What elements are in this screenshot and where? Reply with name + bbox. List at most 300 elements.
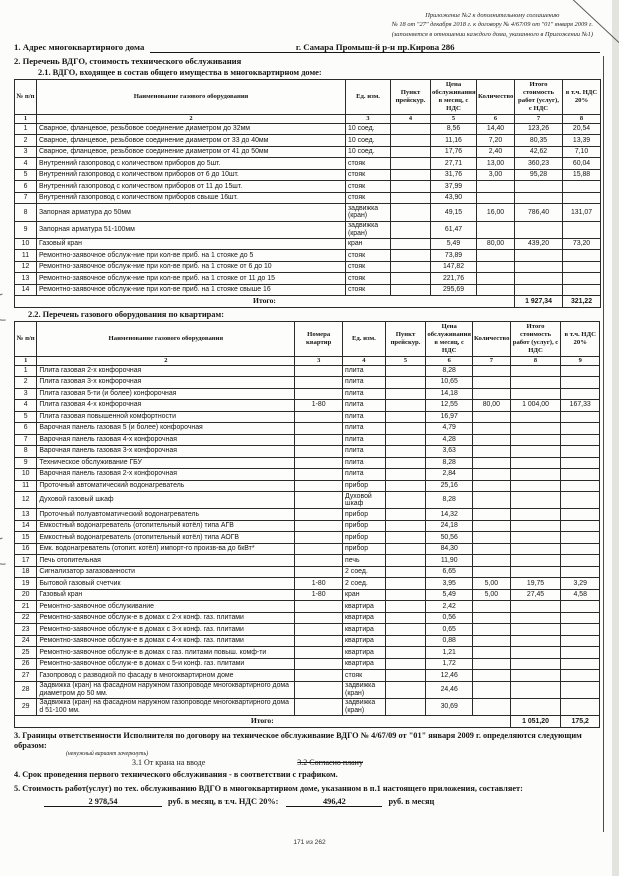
col-number: 8 xyxy=(510,356,561,365)
table-cell xyxy=(561,423,600,435)
table-cell: 27,45 xyxy=(510,589,561,601)
table-row xyxy=(15,658,600,670)
table-cell: 2,40 xyxy=(477,146,515,158)
table-cell: 360,23 xyxy=(515,158,563,170)
col-header-unit: Ед. изм. xyxy=(346,80,391,115)
table-cell xyxy=(473,555,511,567)
table-cell xyxy=(295,509,343,521)
table-row xyxy=(15,457,600,469)
table-cell: Емкостный водонагреватель (отопительный котёл) типа АГВ xyxy=(37,520,295,532)
table-cell: 1,21 xyxy=(426,647,473,659)
table-cell: Варочная панель газовая 2-х конфорочная xyxy=(37,469,295,481)
table-cell xyxy=(510,509,561,521)
table-cell xyxy=(385,377,426,389)
total-label: Итого: xyxy=(15,716,511,728)
table-cell: 7,10 xyxy=(563,146,601,158)
table-cell: 5 xyxy=(15,411,37,423)
table-cell: 80,00 xyxy=(477,238,515,250)
col-header-name: Наименование газового оборудования xyxy=(37,80,346,115)
table-cell: задвижка (кран) xyxy=(343,681,386,698)
table-cell: 4 xyxy=(15,158,37,170)
table-cell xyxy=(510,670,561,682)
table-cell xyxy=(385,566,426,578)
table1-header-row xyxy=(15,80,601,115)
table2-body xyxy=(15,365,600,716)
table-cell xyxy=(510,566,561,578)
appendix-note-line2: № 18 от "27" декабря 2018 г. к договору № 4/67/09 от "01" января 2009 г. xyxy=(391,21,593,29)
table-cell: 9 xyxy=(15,221,37,238)
table-cell: 17,76 xyxy=(431,146,477,158)
table-cell: квартира xyxy=(343,647,386,659)
section-3-options xyxy=(132,758,600,767)
table-cell: 19 xyxy=(15,578,37,590)
table-cell xyxy=(473,469,511,481)
table-cell xyxy=(385,400,426,412)
table-row xyxy=(15,192,601,204)
table-cell xyxy=(515,221,563,238)
table-cell: Газопровод с разводкой по фасаду в многоквартирном доме xyxy=(37,670,295,682)
table-cell: 2 соед. xyxy=(343,566,386,578)
table-cell: 12 xyxy=(15,261,37,273)
table-cell xyxy=(385,457,426,469)
table-cell: 4,79 xyxy=(426,423,473,435)
table-cell: Ремонтно-заявочное обслуж-ние при кол-ве приб. на 1 стояке от 11 до 15 xyxy=(37,273,346,285)
table-cell: 8 xyxy=(15,204,37,221)
table-cell: 5,49 xyxy=(426,589,473,601)
table-cell xyxy=(561,492,600,509)
table-cell xyxy=(295,698,343,715)
table-cell xyxy=(477,192,515,204)
table-cell xyxy=(385,480,426,492)
table-cell: Сварное, фланцевое, резьбовое соединение диаметром от 41 до 50мм xyxy=(37,146,346,158)
table-cell: Бытовой газовый счетчик xyxy=(37,578,295,590)
table-cell: прибор xyxy=(343,509,386,521)
table-cell xyxy=(510,446,561,458)
table-cell: плита xyxy=(343,411,386,423)
table-cell xyxy=(385,388,426,400)
table-cell: Духовой шкаф xyxy=(343,492,386,509)
table-cell: 8,56 xyxy=(431,123,477,135)
table-cell xyxy=(473,388,511,400)
table-cell xyxy=(473,566,511,578)
table-cell: Плита газовая 2-х конфорочная xyxy=(37,365,295,377)
table-row xyxy=(15,434,600,446)
col-number: 7 xyxy=(515,115,563,124)
table-row xyxy=(15,273,601,285)
table-cell xyxy=(385,423,426,435)
table-cell: 9 xyxy=(15,457,37,469)
table-cell: 6 xyxy=(15,181,37,193)
table-row xyxy=(15,204,601,221)
table-cell: 1-80 xyxy=(295,578,343,590)
table-cell xyxy=(477,284,515,296)
table-cell: 14,40 xyxy=(477,123,515,135)
table-cell xyxy=(385,670,426,682)
table-cell xyxy=(477,221,515,238)
table-cell xyxy=(477,261,515,273)
table-row xyxy=(15,221,601,238)
col-number: 7 xyxy=(473,356,511,365)
table-cell xyxy=(563,221,601,238)
table-cell xyxy=(473,532,511,544)
table-cell xyxy=(385,578,426,590)
table-cell xyxy=(295,543,343,555)
table-cell xyxy=(385,698,426,715)
table-cell: плита xyxy=(343,423,386,435)
table-cell: 3,00 xyxy=(477,169,515,181)
table-cell xyxy=(473,423,511,435)
table-cell: 5,00 xyxy=(473,589,511,601)
table-cell: Ремонтно-заявочное обслуж-е в домах с 5-и конф. газ. плитами xyxy=(37,658,295,670)
col-number: 6 xyxy=(426,356,473,365)
table-cell xyxy=(515,181,563,193)
table-cell xyxy=(561,480,600,492)
table-cell: 10 соед. xyxy=(346,135,391,147)
table-cell xyxy=(295,377,343,389)
table-cell: 49,15 xyxy=(431,204,477,221)
table-row xyxy=(15,601,600,613)
table-cell xyxy=(510,365,561,377)
table-cell: 295,69 xyxy=(431,284,477,296)
table-cell: 7 xyxy=(15,192,37,204)
table-cell: 26 xyxy=(15,658,37,670)
table-cell xyxy=(295,446,343,458)
table-cell: 3,63 xyxy=(426,446,473,458)
table-cell xyxy=(561,543,600,555)
table-cell: 3 xyxy=(15,146,37,158)
table-cell: 43,90 xyxy=(431,192,477,204)
table-cell xyxy=(473,457,511,469)
table-cell: стояк xyxy=(346,273,391,285)
table-row xyxy=(15,123,601,135)
table-cell xyxy=(295,434,343,446)
table-cell xyxy=(385,624,426,636)
table-row xyxy=(15,135,601,147)
table-cell: Ремонтно-заявочное обслуживание xyxy=(37,601,295,613)
table-cell: 7,20 xyxy=(477,135,515,147)
table-cell: 80,00 xyxy=(473,400,511,412)
table-cell xyxy=(561,601,600,613)
table-cell xyxy=(473,434,511,446)
section-2-title: 2. Перечень ВДГО, стоимость технического обслуживания xyxy=(14,56,242,66)
table-row xyxy=(15,250,601,262)
table-cell xyxy=(510,492,561,509)
table-cell xyxy=(510,658,561,670)
document-body xyxy=(14,42,600,807)
table-cell xyxy=(510,635,561,647)
table-cell xyxy=(510,698,561,715)
table-cell: 11,90 xyxy=(426,555,473,567)
table-row xyxy=(15,261,601,273)
table-cell: задвижка (кран) xyxy=(343,698,386,715)
table-row xyxy=(15,624,600,636)
apartments-equipment-table xyxy=(14,321,600,728)
table-row xyxy=(15,480,600,492)
col-header-num: № п/п xyxy=(15,80,37,115)
table-cell xyxy=(561,658,600,670)
table-cell: 27 xyxy=(15,670,37,682)
table-cell: 15 xyxy=(15,532,37,544)
table-cell: 3 xyxy=(15,388,37,400)
table-cell xyxy=(561,612,600,624)
table-cell xyxy=(391,146,431,158)
table-cell xyxy=(561,434,600,446)
scan-edge-line xyxy=(603,56,604,832)
table-cell: 13,00 xyxy=(477,158,515,170)
table-cell: 37,99 xyxy=(431,181,477,193)
table2-colnum-row xyxy=(15,356,600,365)
table-cell xyxy=(391,221,431,238)
table-row xyxy=(15,532,600,544)
table-cell xyxy=(385,469,426,481)
table-cell: 16,00 xyxy=(477,204,515,221)
col-header-vat: в т.ч. НДС 20% xyxy=(563,80,601,115)
table-cell: 28 xyxy=(15,681,37,698)
table-cell: 61,47 xyxy=(431,221,477,238)
table-cell: Емк. водонагреватель (отопит. котёл) импорт-го произв-ва до 6кВт* xyxy=(37,543,295,555)
total-label: Итого: xyxy=(15,296,515,308)
table-cell: Варочная панель газовая 3-х конфорочная xyxy=(37,446,295,458)
appendix-note-line1: Приложение №2 к дополнительному соглашению xyxy=(425,12,560,19)
table-cell: 11,16 xyxy=(431,135,477,147)
table-cell: 8 xyxy=(15,446,37,458)
table-cell: 29 xyxy=(15,698,37,715)
table1-colnum-row xyxy=(15,115,601,124)
table-cell: 12,46 xyxy=(426,670,473,682)
table-cell xyxy=(295,423,343,435)
table-cell: стояк xyxy=(346,192,391,204)
table-cell: 6,65 xyxy=(426,566,473,578)
table-cell: Сигнализатор загазованности xyxy=(37,566,295,578)
section-2-1-title: 2.1. ВДГО, входящее в состав общего имущества в многоквартирном доме: xyxy=(38,68,322,77)
table-cell: 16 xyxy=(15,543,37,555)
table-cell: 15,88 xyxy=(563,169,601,181)
table-cell xyxy=(563,250,601,262)
table-cell xyxy=(561,365,600,377)
table-cell: Емкостный водонагреватель (отопительный котёл) типа АОГВ xyxy=(37,532,295,544)
table-cell: Духовой газовый шкаф xyxy=(37,492,295,509)
table1-body xyxy=(15,123,601,295)
scan-edge-shade xyxy=(612,0,619,876)
table-cell: стояк xyxy=(346,181,391,193)
table-cell xyxy=(385,532,426,544)
table-row xyxy=(15,169,601,181)
address-label: 1. Адрес многоквартирного дома xyxy=(14,42,145,52)
col-number: 1 xyxy=(15,115,37,124)
table-cell xyxy=(477,273,515,285)
table-cell xyxy=(473,624,511,636)
table-cell xyxy=(295,647,343,659)
table-cell xyxy=(561,520,600,532)
vat-amount-value: 496,42 xyxy=(286,797,382,807)
table-cell: 1-80 xyxy=(295,400,343,412)
table-row xyxy=(15,181,601,193)
table-cell xyxy=(295,520,343,532)
col-header-unit: Ед. изм. xyxy=(343,321,386,356)
table-cell: 4,58 xyxy=(561,589,600,601)
table-cell: 5,00 xyxy=(473,578,511,590)
col-header-name: Наименование газового оборудования xyxy=(37,321,295,356)
table-cell xyxy=(510,681,561,698)
table-cell xyxy=(510,647,561,659)
table-cell: Задвижка (кран) на фасадном наружном газопроводе многоквартирного дома d 51-100 мм. xyxy=(37,698,295,715)
table-cell: 80,35 xyxy=(515,135,563,147)
table-cell xyxy=(510,555,561,567)
table-cell: задвижка (кран) xyxy=(346,221,391,238)
table-cell: 4 xyxy=(15,400,37,412)
table-cell xyxy=(391,273,431,285)
cost-amount-line xyxy=(44,797,600,807)
table-cell: 18 xyxy=(15,566,37,578)
table-cell: 16,97 xyxy=(426,411,473,423)
table-cell xyxy=(391,123,431,135)
table-cell: Внутренний газопровод с количеством приборов от 11 до 15шт. xyxy=(37,181,346,193)
table-cell: 13 xyxy=(15,273,37,285)
col-number: 2 xyxy=(37,115,346,124)
table-cell: Ремонтно-заявочное обслуж-е в домах с 3-х конф. газ. плитами xyxy=(37,624,295,636)
col-number: 3 xyxy=(346,115,391,124)
table-cell xyxy=(295,624,343,636)
table-cell: 8,28 xyxy=(426,365,473,377)
table-cell: Внутренний газопровод с количеством приборов от 6 до 10шт. xyxy=(37,169,346,181)
col-header-num: № п/п xyxy=(15,321,37,356)
table-cell: задвижка (кран) xyxy=(346,204,391,221)
table-cell xyxy=(385,647,426,659)
table-cell xyxy=(385,365,426,377)
col-number: 4 xyxy=(391,115,431,124)
table-cell xyxy=(561,670,600,682)
table-cell: Внутренний газопровод с количеством приборов до 5шт. xyxy=(37,158,346,170)
table-cell xyxy=(515,261,563,273)
table-cell xyxy=(561,377,600,389)
table-cell xyxy=(477,181,515,193)
table-cell: 20 xyxy=(15,589,37,601)
table-row xyxy=(15,555,600,567)
section-4-text: 4. Срок проведения первого технического обслуживания - в соответствии с графиком. xyxy=(14,770,338,780)
table-cell: Запорная арматура до 50мм xyxy=(37,204,346,221)
table-cell: 12,55 xyxy=(426,400,473,412)
table-cell: 1 004,00 xyxy=(510,400,561,412)
table-cell: 0,65 xyxy=(426,624,473,636)
table-cell xyxy=(391,192,431,204)
table-cell xyxy=(391,169,431,181)
table-cell xyxy=(391,238,431,250)
table-cell xyxy=(473,698,511,715)
table-row xyxy=(15,698,600,715)
table-cell xyxy=(515,273,563,285)
table-cell xyxy=(563,261,601,273)
col-header-price: Цена обслуживания в месяц, с НДС xyxy=(431,80,477,115)
table-cell: Задвижка (кран) на фасадном наружном газопроводе многоквартирного дома диаметром до 50 мм. xyxy=(37,681,295,698)
table-cell xyxy=(515,284,563,296)
table-cell xyxy=(515,192,563,204)
table-cell xyxy=(563,284,601,296)
table-cell xyxy=(385,681,426,698)
table-cell xyxy=(510,543,561,555)
table-cell: 73,89 xyxy=(431,250,477,262)
table-cell: 1 xyxy=(15,365,37,377)
table-cell xyxy=(561,566,600,578)
table-cell xyxy=(295,388,343,400)
table-cell xyxy=(295,681,343,698)
table-cell: Сварное, фланцевое, резьбовое соединение диаметром до 32мм xyxy=(37,123,346,135)
table-cell xyxy=(385,411,426,423)
table-cell: Варочная панель газовая 5 (и более) конфорочная xyxy=(37,423,295,435)
table-cell xyxy=(391,135,431,147)
table-cell xyxy=(561,635,600,647)
table-cell: Сварное, фланцевое, резьбовое соединение диаметром от 33 до 40мм xyxy=(37,135,346,147)
table-cell xyxy=(477,250,515,262)
table-cell xyxy=(473,411,511,423)
table-cell xyxy=(473,647,511,659)
table-row xyxy=(15,238,601,250)
table-cell: 2,42 xyxy=(426,601,473,613)
table-cell: 7 xyxy=(15,434,37,446)
table-cell: Ремонтно-заявочное обслуж-ние при кол-ве приб. на 1 стояке свыше 16 xyxy=(37,284,346,296)
table-cell xyxy=(385,509,426,521)
col-header-total: Итого стоимость работ (услуг), с НДС xyxy=(510,321,561,356)
table-cell xyxy=(385,520,426,532)
total-sum: 1 051,20 xyxy=(510,716,561,728)
table-cell xyxy=(510,624,561,636)
table-cell xyxy=(295,480,343,492)
table-cell: 23 xyxy=(15,624,37,636)
table-cell xyxy=(563,181,601,193)
table-cell: 5,49 xyxy=(431,238,477,250)
table-cell xyxy=(510,457,561,469)
section-3-note: (ненужный вариант зачеркнуть) xyxy=(66,751,149,758)
table-cell: 5 xyxy=(15,169,37,181)
table-cell xyxy=(510,601,561,613)
table-cell: Запорная арматура 51-100мм xyxy=(37,221,346,238)
table-cell xyxy=(510,377,561,389)
total-vat: 175,2 xyxy=(561,716,600,728)
table-row xyxy=(15,670,600,682)
table-cell xyxy=(561,388,600,400)
appendix-note-line3: (заполняется в отношении каждого дома, указанного в Приложении №1) xyxy=(391,30,593,38)
table-cell: кран xyxy=(343,589,386,601)
monthly-cost-value: 2 978,54 xyxy=(44,797,162,807)
col-header-vat: в т.ч. НДС 20% xyxy=(561,321,600,356)
table-cell xyxy=(515,250,563,262)
table-row xyxy=(15,635,600,647)
table-cell: 14,32 xyxy=(426,509,473,521)
table-cell: 2,84 xyxy=(426,469,473,481)
table-cell: 10,65 xyxy=(426,377,473,389)
table-cell: 60,04 xyxy=(563,158,601,170)
table-cell: 11 xyxy=(15,480,37,492)
table-cell xyxy=(473,509,511,521)
table2-header-row xyxy=(15,321,600,356)
table-cell xyxy=(510,532,561,544)
section-5-text: 5. Стоимость работ(услуг) по тех. обслуживанию ВДГО в многоквартирном доме, указанном в п.1 настоящего приложения, составляет: xyxy=(14,783,523,793)
col-number: 8 xyxy=(563,115,601,124)
option-per-plan-struck: 3.2 Согласно плану xyxy=(297,758,363,768)
table-cell: 1,72 xyxy=(426,658,473,670)
table-cell: 10 xyxy=(15,469,37,481)
table-cell: 27,71 xyxy=(431,158,477,170)
table-cell: Плита газовая 4-х конфорочная xyxy=(37,400,295,412)
table-row xyxy=(15,681,600,698)
table-cell: Печь отопительная xyxy=(37,555,295,567)
table-cell xyxy=(391,250,431,262)
table-cell xyxy=(473,635,511,647)
table-cell xyxy=(563,273,601,285)
table-cell: квартира xyxy=(343,624,386,636)
table-cell: 20,54 xyxy=(563,123,601,135)
table-cell xyxy=(561,624,600,636)
table-cell xyxy=(510,388,561,400)
